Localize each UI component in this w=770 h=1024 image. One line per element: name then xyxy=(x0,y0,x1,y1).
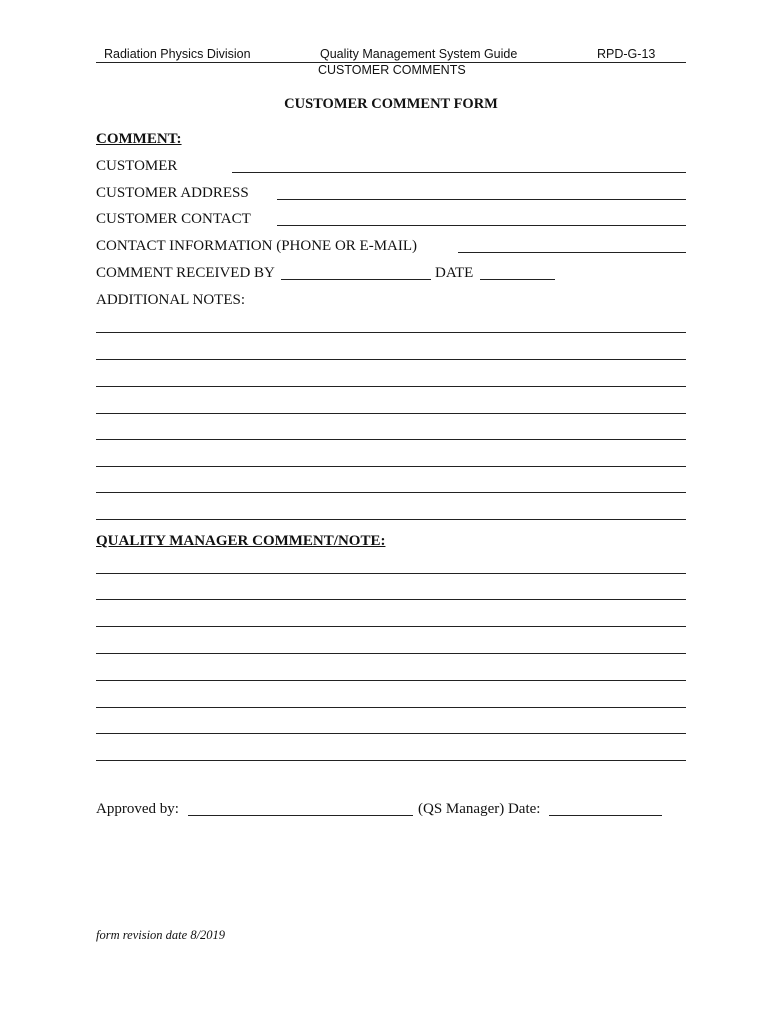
customer-address-field[interactable] xyxy=(277,199,686,200)
notes-line[interactable] xyxy=(96,466,686,467)
qm-line[interactable] xyxy=(96,760,686,761)
customer-address-label: CUSTOMER ADDRESS xyxy=(96,185,249,201)
approval-date-field[interactable] xyxy=(549,815,662,816)
notes-line[interactable] xyxy=(96,359,686,360)
qm-line[interactable] xyxy=(96,653,686,654)
qs-manager-date-label: (QS Manager) Date: xyxy=(418,801,541,817)
comment-heading: COMMENT: xyxy=(96,131,182,147)
notes-line[interactable] xyxy=(96,332,686,333)
qm-line[interactable] xyxy=(96,707,686,708)
qm-line[interactable] xyxy=(96,599,686,600)
received-by-field[interactable] xyxy=(281,279,431,280)
notes-line[interactable] xyxy=(96,519,686,520)
notes-line[interactable] xyxy=(96,413,686,414)
received-by-label: COMMENT RECEIVED BY xyxy=(96,265,275,281)
qm-line[interactable] xyxy=(96,573,686,574)
qm-heading: QUALITY MANAGER COMMENT/NOTE: xyxy=(96,533,386,549)
contact-info-field[interactable] xyxy=(458,252,686,253)
form-title: CUSTOMER COMMENT FORM xyxy=(284,96,498,112)
qm-line[interactable] xyxy=(96,733,686,734)
customer-contact-label: CUSTOMER CONTACT xyxy=(96,211,251,227)
additional-notes-label: ADDITIONAL NOTES: xyxy=(96,292,246,308)
notes-line[interactable] xyxy=(96,386,686,387)
header-guide: Quality Management System Guide xyxy=(320,47,518,61)
approved-by-label: Approved by: xyxy=(96,801,179,817)
header-division: Radiation Physics Division xyxy=(104,47,251,61)
date-label: DATE xyxy=(435,265,474,281)
notes-line[interactable] xyxy=(96,439,686,440)
header-subtitle: CUSTOMER COMMENTS xyxy=(318,63,466,77)
header-doc-id: RPD-G-13 xyxy=(597,47,656,61)
date-field[interactable] xyxy=(480,279,555,280)
qm-line[interactable] xyxy=(96,626,686,627)
revision-date: form revision date 8/2019 xyxy=(96,928,226,942)
notes-line[interactable] xyxy=(96,492,686,493)
customer-field[interactable] xyxy=(232,172,686,173)
qm-line[interactable] xyxy=(96,680,686,681)
contact-info-label: CONTACT INFORMATION (PHONE OR E-MAIL) xyxy=(96,238,418,254)
customer-contact-field[interactable] xyxy=(277,225,686,226)
approved-by-field[interactable] xyxy=(188,815,413,816)
customer-label: CUSTOMER xyxy=(96,158,178,174)
